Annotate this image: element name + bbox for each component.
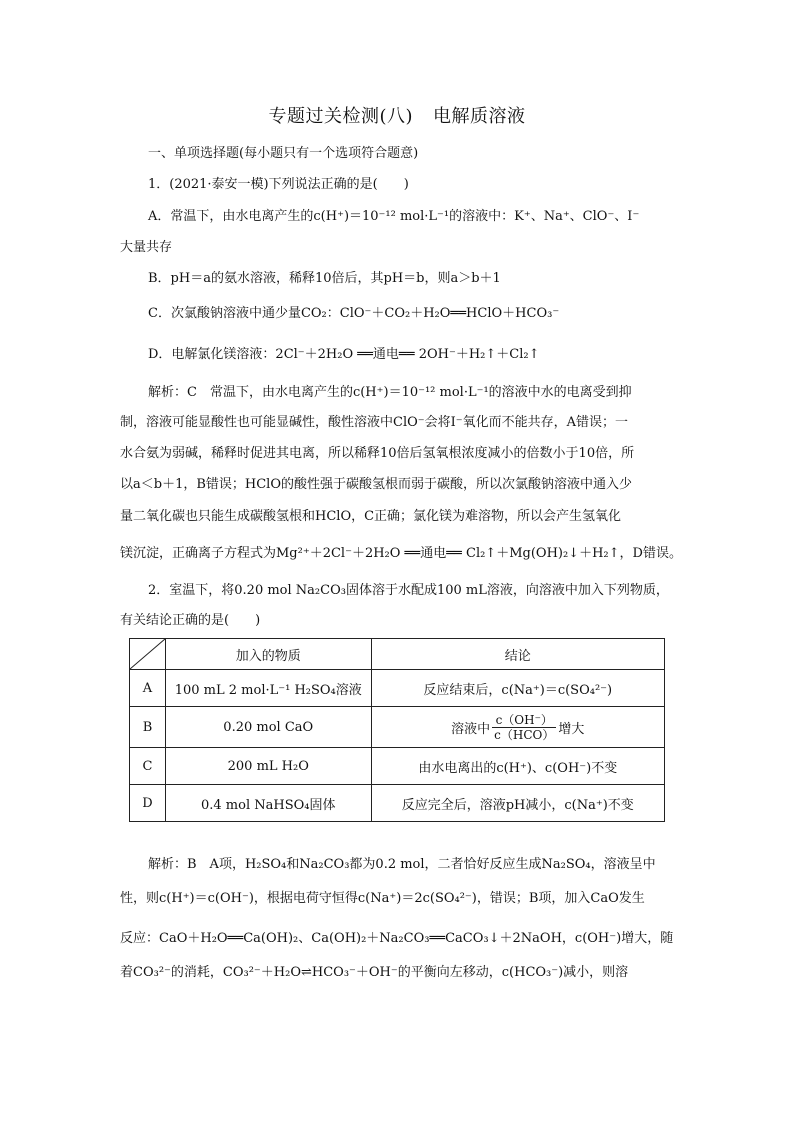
diagonal-corner-cell: [130, 639, 166, 670]
fraction: [492, 713, 556, 742]
row-substance: 0.4 mol NaHSO₄固体: [165, 785, 371, 822]
header-conclusion: 结论: [371, 639, 664, 670]
row-substance: 100 mL 2 mol·L⁻¹ H₂SO₄溶液: [165, 670, 371, 707]
row-conclusion: [371, 707, 664, 748]
q2-answer-line2: 性，则c(H⁺)＝c(OH⁻)，根据电荷守恒得c(Na⁺)＝2c(SO₄²⁻)，错误；B项，加入CaO发生: [120, 891, 645, 906]
table-row: [130, 707, 665, 748]
q1-option-d: D．电解氯化镁溶液：2Cl⁻＋2H₂O ══通电══ 2OH⁻＋H₂↑＋Cl₂↑: [148, 347, 540, 362]
row-substance: 0.20 mol CaO: [165, 707, 371, 748]
page-title: [0, 104, 794, 130]
row-label: D: [130, 785, 166, 822]
table-row: [130, 748, 665, 785]
header-substance: 加入的物质: [165, 639, 371, 670]
q2-answer-line3: 反应：CaO＋H₂O══Ca(OH)₂、Ca(OH)₂＋Na₂CO₃══CaCO₃↓＋2NaOH，c(OH⁻)增大，随: [120, 931, 674, 946]
row-substance: 200 mL H₂O: [165, 748, 371, 785]
fraction-numerator: c（OH⁻）: [492, 713, 556, 728]
row-conclusion: 反应结束后，c(Na⁺)＝c(SO₄²⁻): [371, 670, 664, 707]
row-conclusion: 反应完全后，溶液pH减小，c(Na⁺)不变: [371, 785, 664, 822]
q1-option-a-line1: A．常温下，由水电离产生的c(H⁺)＝10⁻¹² mol·L⁻¹的溶液中：K⁺、Na⁺、ClO⁻、I⁻: [148, 209, 640, 224]
table-header-row: [130, 639, 665, 670]
q1-answer-line6: 镁沉淀，正确离子方程式为Mg²⁺＋2Cl⁻＋2H₂O ══通电══ Cl₂↑＋Mg(OH)₂↓＋H₂↑，D错误。: [120, 546, 682, 561]
q2-stem-line1: 2．室温下，将0.20 mol Na₂CO₃固体溶于水配成100 mL溶液，向溶液中加入下列物质，: [148, 583, 669, 598]
q1-answer-line4: 以a＜b＋1，B错误；HClO的酸性强于碳酸氢根而弱于碳酸，所以次氯酸钠溶液中通入少: [120, 477, 632, 492]
q2-stem-line2: 有关结论正确的是( ): [120, 613, 261, 628]
conclusion-prefix: 溶液中: [451, 721, 491, 737]
table-row: [130, 785, 665, 822]
diagonal-line-icon: [130, 639, 165, 669]
section-heading: 一、单项选择题(每小题只有一个选项符合题意): [148, 146, 419, 161]
row-label: B: [130, 707, 166, 748]
q1-answer-line2: 制，溶液可能显酸性也可能显碱性，酸性溶液中ClO⁻会将I⁻氧化而不能共存，A错误；一: [120, 415, 629, 430]
row-label: C: [130, 748, 166, 785]
q1-stem: 1．(2021·泰安一模)下列说法正确的是( ): [148, 177, 409, 192]
row-conclusion: 由水电离出的c(H⁺)、c(OH⁻)不变: [371, 748, 664, 785]
q1-option-b: B．pH＝a的氨水溶液，稀释10倍后，其pH＝b，则a＞b＋1: [148, 271, 501, 286]
conclusion-suffix: 增大: [558, 721, 585, 737]
fraction-denominator: c（HCO）: [494, 727, 555, 742]
q2-answer-line1: 解析：B A项，H₂SO₄和Na₂CO₃都为0.2 mol，二者恰好反应生成Na₂SO₄，溶液呈中: [148, 857, 656, 872]
q1-answer-line5: 量二氧化碳也只能生成碳酸氢根和HClO，C正确；氯化镁为难溶物，所以会产生氢氧化: [120, 509, 622, 524]
q1-answer-line3: 水合氨为弱碱，稀释时促进其电离，所以稀释10倍后氢氧根浓度减小的倍数小于10倍，所: [120, 446, 635, 461]
row-label: A: [130, 670, 166, 707]
q2-answer-line4: 着CO₃²⁻的消耗，CO₃²⁻＋H₂O⇌HCO₃⁻＋OH⁻的平衡向左移动，c(HCO₃⁻)减小，则溶: [120, 965, 629, 980]
table-row: [130, 670, 665, 707]
title-sub: 电解质溶液: [433, 106, 526, 127]
q1-option-c: C．次氯酸钠溶液中通少量CO₂：ClO⁻＋CO₂＋H₂O══HClO＋HCO₃⁻: [148, 306, 560, 321]
q1-answer-line1: 解析：C 常温下，由水电离产生的c(H⁺)＝10⁻¹² mol·L⁻¹的溶液中水的电离受到抑: [148, 385, 632, 400]
title-main: 专题过关检测(八): [268, 106, 414, 127]
q2-table: [129, 638, 665, 822]
q1-option-a-line2: 大量共存: [120, 240, 173, 255]
